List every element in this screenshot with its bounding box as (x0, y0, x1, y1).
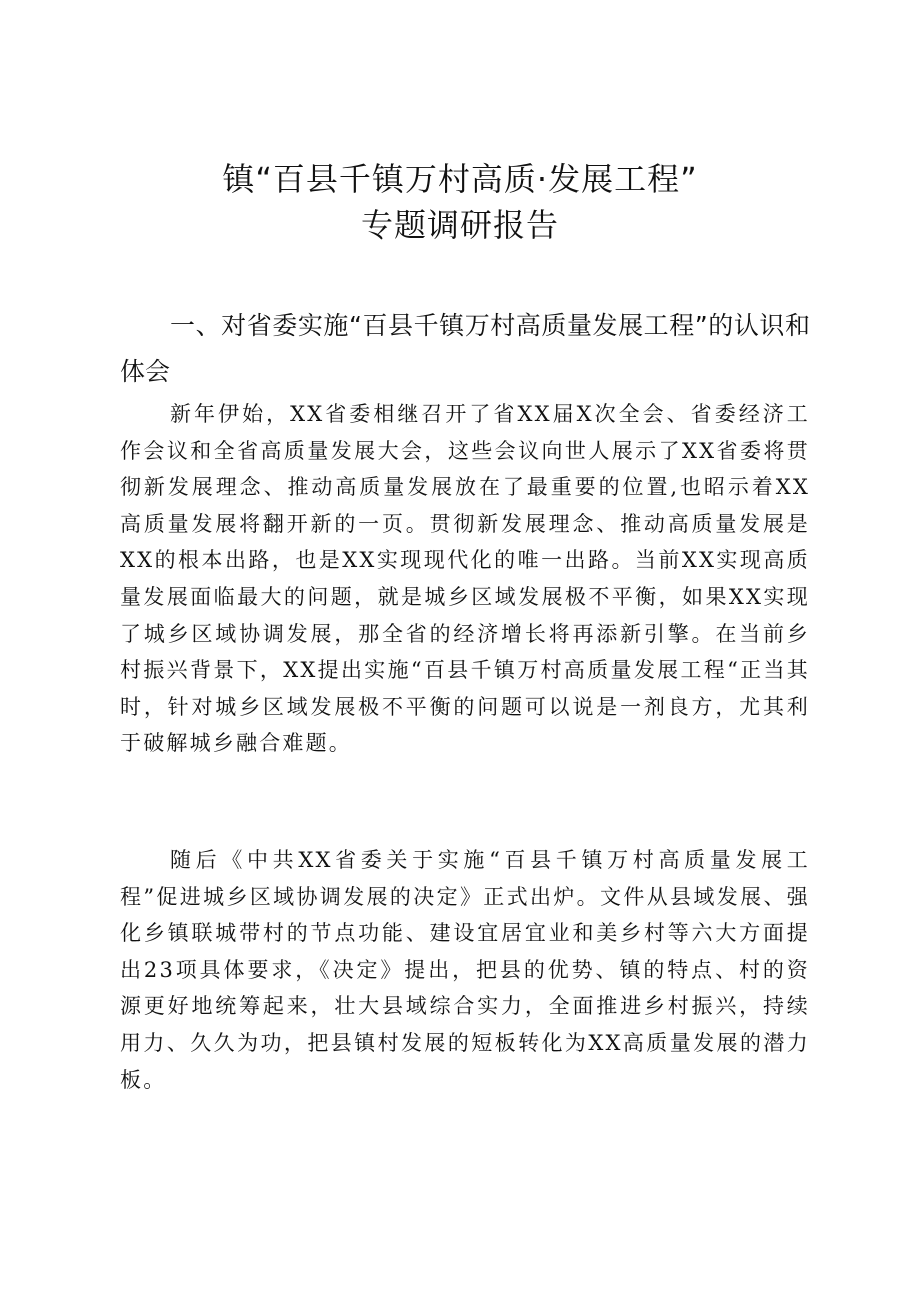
body-paragraph: 新年伊始，XX省委相继召开了省XX届X次全会、省委经济工作会议和全省高质量发展大会，这些会议向世人展示了XX省委将贯彻新发展理念、推动高质量发展放在了最重要的位置,也昭示着XX高质量发展将翻开新的一页。贯彻新发展理念、推动高质量发展是XX的根本出路，也是XX实现现代化的唯一出路。当前XX实现高质量发展面临最大的问题，就是城乡区域发展极不平衡，如果XX实现了城乡区域协调发展，那全省的经济增长将再添新引擎。在当前乡村振兴背景下，XX提出实施“百县千镇万村高质量发展工程“正当其时，针对城乡区域发展极不平衡的问题可以说是一剂良方，尤其利于破解城乡融合难题。 (120, 402, 810, 756)
title-line-2: 专题调研报告 (360, 206, 559, 244)
title-line-1: 镇“百县千镇万村高质·发展工程” (222, 160, 698, 198)
document-title (0, 156, 920, 248)
body-paragraph: 随后《中共XX省委关于实施“百县千镇万村高质量发展工程”促进城乡区域协调发展的决定》正式出炉。文件从县域发展、强化乡镇联城带村的节点功能、建设宜居宜业和美乡村等六大方面提出23项具体要求，《决定》提出，把县的优势、镇的特点、村的资源更好地统筹起来，壮大县域综合实力，全面推进乡村振兴，持续用力、久久为功，把县镇村发展的短板转化为XX高质量发展的潜力板。 (120, 848, 810, 1092)
section-heading: 一、对省委实施“百县千镇万村高质量发展工程”的认识和体会 (120, 311, 810, 386)
